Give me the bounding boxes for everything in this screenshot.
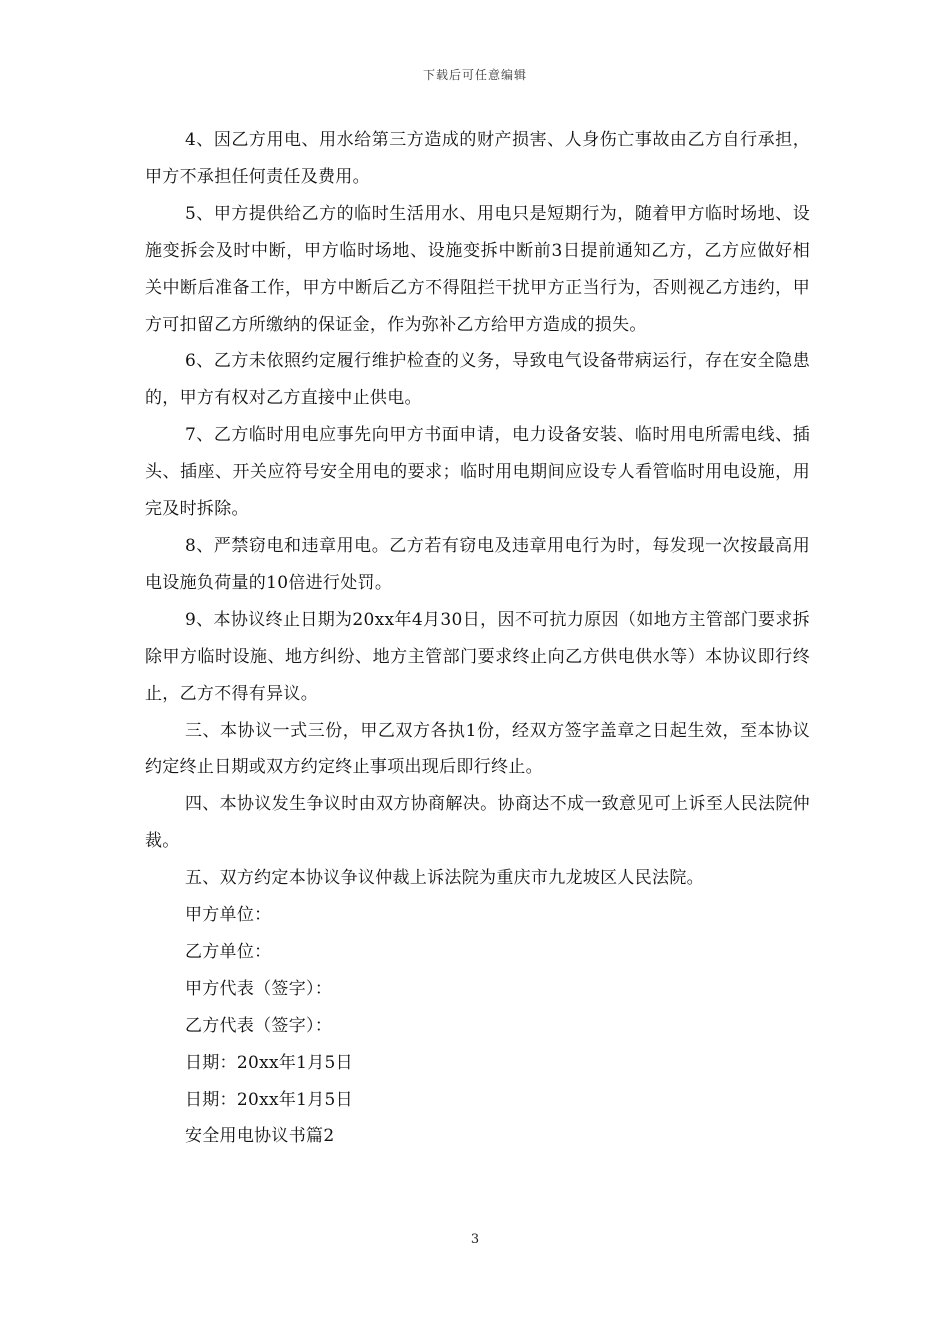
date-line-b: 日期：20xx年1月5日 bbox=[184, 1089, 353, 1110]
clause-6: 6、乙方未依照约定履行维护检查的义务，导致电气设备带病运行，存在安全隐患的，甲方有权对乙方直接中止供电。 bbox=[145, 351, 810, 409]
page-number: 3 bbox=[470, 1232, 480, 1247]
clause-4: 4、因乙方用电、用水给第三方造成的财产损害、人身伤亡事故由乙方自行承担，甲方不承担任何责任及费用。 bbox=[145, 130, 810, 187]
document-body bbox=[145, 122, 810, 1155]
party-b-unit-line: 乙方单位： bbox=[184, 941, 272, 962]
clause-9: 9、本协议终止日期为20xx年4月30日，因不可抗力原因（如地方主管部门要求拆除甲方临时设施、地方纠纷、地方主管部门要求终止向乙方供电供水等）本协议即行终止，乙方不得有异议。 bbox=[145, 609, 810, 704]
section-four: 四、本协议发生争议时由双方协商解决。协商达不成一致意见可上诉至人民法院仲裁。 bbox=[145, 794, 810, 852]
party-a-unit-line: 甲方单位： bbox=[184, 905, 272, 926]
clause-8: 8、严禁窃电和违章用电。乙方若有窃电及违章用电行为时，每发现一次按最高用电设施负荷量的10倍进行处罚。 bbox=[145, 535, 810, 593]
clause-7: 7、乙方临时用电应事先向甲方书面申请，电力设备安装、临时用电所需电线、插头、插座、开关应符号安全用电的要求；临时用电期间应设专人看管临时用电设施，用完及时拆除。 bbox=[145, 425, 810, 520]
clause-5: 5、甲方提供给乙方的临时生活用水、用电只是短期行为，随着甲方临时场地、设施变拆会及时中断，甲方临时场地、设施变拆中断前3日提前通知乙方，乙方应做好相关中断后准备工作，甲方中断后乙方不得阻拦干扰甲方正当行为，否则视乙方违约，甲方可扣留乙方所缴纳的保证金，作为弥补乙方给甲方造成的损失。 bbox=[145, 203, 810, 335]
page-header: 下载后可任意编辑 bbox=[422, 68, 527, 82]
party-a-representative-line: 甲方代表（签字）： bbox=[184, 978, 333, 999]
next-section-title: 安全用电协议书篇2 bbox=[184, 1126, 335, 1147]
section-five: 五、双方约定本协议争议仲裁上诉法院为重庆市九龙坡区人民法院。 bbox=[184, 868, 704, 889]
section-three: 三、本协议一式三份，甲乙双方各执1份，经双方签字盖章之日起生效，至本协议约定终止日期或双方约定终止事项出现后即行终止。 bbox=[145, 720, 810, 778]
party-b-representative-line: 乙方代表（签字）： bbox=[184, 1015, 333, 1036]
date-line-a: 日期：20xx年1月5日 bbox=[184, 1052, 353, 1073]
